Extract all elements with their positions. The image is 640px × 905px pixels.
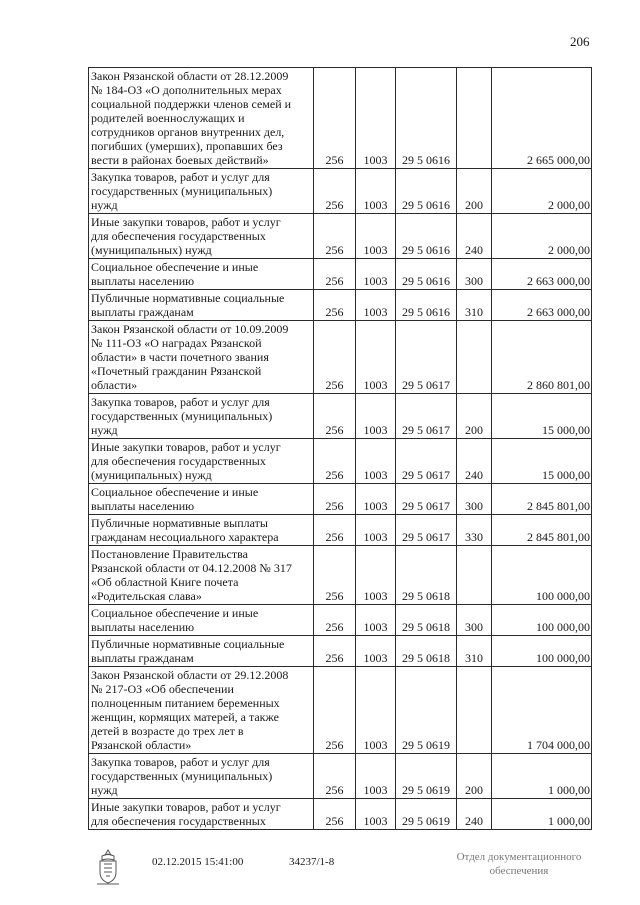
- row-section-code: 1003: [356, 484, 396, 515]
- row-target-code: 29 5 0617: [396, 439, 457, 484]
- table-row: [89, 754, 592, 799]
- row-section-code: 1003: [356, 169, 396, 214]
- row-ministry-code: 256: [314, 321, 356, 394]
- row-target-code: 29 5 0616: [396, 169, 457, 214]
- row-amount: 100 000,00: [492, 636, 592, 667]
- row-ministry-code: 256: [314, 214, 356, 259]
- row-ministry-code: 256: [314, 515, 356, 546]
- row-amount: 100 000,00: [492, 546, 592, 605]
- footer-stamp: Отдел документационного обеспечения: [456, 851, 582, 877]
- row-description: Закон Рязанской области от 29.12.2008 № 217-ОЗ «Об обеспечении полноценным питанием беременных женщин, кормящих матерей, а также детей в возрасте до трех лет в Рязанской области»: [89, 667, 314, 754]
- table-row: [89, 394, 592, 439]
- row-description: Иные закупки товаров, работ и услуг для обеспечения государственных: [89, 799, 314, 830]
- row-target-code: 29 5 0618: [396, 546, 457, 605]
- row-description: Иные закупки товаров, работ и услуг для обеспечения государственных (муниципальных) нужд: [89, 214, 314, 259]
- row-target-code: 29 5 0618: [396, 605, 457, 636]
- table-row: [89, 321, 592, 394]
- row-ministry-code: 256: [314, 636, 356, 667]
- row-amount: 2 845 801,00: [492, 515, 592, 546]
- row-expense-code: 300: [457, 259, 492, 290]
- table-row: [89, 214, 592, 259]
- row-section-code: 1003: [356, 259, 396, 290]
- row-section-code: 1003: [356, 290, 396, 321]
- footer-doc-number: 34237/1-8: [289, 856, 335, 868]
- row-ministry-code: 256: [314, 68, 356, 169]
- row-description: Социальное обеспечение и иные выплаты населению: [89, 605, 314, 636]
- row-amount: 15 000,00: [492, 394, 592, 439]
- row-section-code: 1003: [356, 321, 396, 394]
- row-amount: 100 000,00: [492, 605, 592, 636]
- row-section-code: 1003: [356, 605, 396, 636]
- row-amount: 2 860 801,00: [492, 321, 592, 394]
- row-section-code: 1003: [356, 515, 396, 546]
- row-section-code: 1003: [356, 546, 396, 605]
- row-section-code: 1003: [356, 636, 396, 667]
- row-expense-code: 310: [457, 636, 492, 667]
- row-ministry-code: 256: [314, 169, 356, 214]
- coat-of-arms-icon: [94, 848, 122, 886]
- row-target-code: 29 5 0619: [396, 799, 457, 830]
- row-description: Закупка товаров, работ и услуг для государственных (муниципальных) нужд: [89, 169, 314, 214]
- row-section-code: 1003: [356, 799, 396, 830]
- row-section-code: 1003: [356, 667, 396, 754]
- row-amount: 2 663 000,00: [492, 259, 592, 290]
- row-ministry-code: 256: [314, 484, 356, 515]
- row-ministry-code: 256: [314, 754, 356, 799]
- footer-timestamp: 02.12.2015 15:41:00: [152, 856, 244, 868]
- budget-table: [88, 67, 592, 830]
- table-row: [89, 169, 592, 214]
- row-section-code: 1003: [356, 68, 396, 169]
- row-description: Социальное обеспечение и иные выплаты населению: [89, 484, 314, 515]
- row-section-code: 1003: [356, 214, 396, 259]
- row-description: Иные закупки товаров, работ и услуг для обеспечения государственных (муниципальных) нужд: [89, 439, 314, 484]
- row-description: Закупка товаров, работ и услуг для государственных (муниципальных) нужд: [89, 754, 314, 799]
- row-description: Постановление Правительства Рязанской области от 04.12.2008 № 317 «Об областной Книге почета «Родительская слава»: [89, 546, 314, 605]
- row-expense-code: [457, 68, 492, 169]
- row-target-code: 29 5 0616: [396, 214, 457, 259]
- row-target-code: 29 5 0619: [396, 754, 457, 799]
- row-description: Публичные нормативные социальные выплаты гражданам: [89, 636, 314, 667]
- row-amount: 15 000,00: [492, 439, 592, 484]
- row-ministry-code: 256: [314, 290, 356, 321]
- table-row: [89, 259, 592, 290]
- row-description: Социальное обеспечение и иные выплаты населению: [89, 259, 314, 290]
- row-amount: 2 663 000,00: [492, 290, 592, 321]
- table-row: [89, 605, 592, 636]
- row-expense-code: 200: [457, 754, 492, 799]
- row-ministry-code: 256: [314, 799, 356, 830]
- table-row: [89, 68, 592, 169]
- table-row: [89, 290, 592, 321]
- row-description: Закупка товаров, работ и услуг для государственных (муниципальных) нужд: [89, 394, 314, 439]
- row-target-code: 29 5 0619: [396, 667, 457, 754]
- row-expense-code: 330: [457, 515, 492, 546]
- table-row: [89, 439, 592, 484]
- row-target-code: 29 5 0616: [396, 290, 457, 321]
- row-expense-code: [457, 546, 492, 605]
- row-ministry-code: 256: [314, 546, 356, 605]
- row-amount: 2 665 000,00: [492, 68, 592, 169]
- row-description: Закон Рязанской области от 10.09.2009 № 111-ОЗ «О наградах Рязанской области» в части почетного звания «Почетный гражданин Рязанской области»: [89, 321, 314, 394]
- row-amount: 1 000,00: [492, 754, 592, 799]
- row-expense-code: 200: [457, 394, 492, 439]
- row-target-code: 29 5 0617: [396, 321, 457, 394]
- table-row: [89, 636, 592, 667]
- row-amount: 1 000,00: [492, 799, 592, 830]
- row-target-code: 29 5 0617: [396, 394, 457, 439]
- row-target-code: 29 5 0617: [396, 515, 457, 546]
- row-section-code: 1003: [356, 754, 396, 799]
- row-expense-code: [457, 321, 492, 394]
- row-amount: 2 845 801,00: [492, 484, 592, 515]
- row-expense-code: 200: [457, 169, 492, 214]
- row-expense-code: 310: [457, 290, 492, 321]
- row-target-code: 29 5 0616: [396, 259, 457, 290]
- table-row: [89, 515, 592, 546]
- row-amount: 2 000,00: [492, 169, 592, 214]
- row-ministry-code: 256: [314, 667, 356, 754]
- table-row: [89, 799, 592, 830]
- row-target-code: 29 5 0617: [396, 484, 457, 515]
- row-amount: 2 000,00: [492, 214, 592, 259]
- table-row: [89, 546, 592, 605]
- row-expense-code: 240: [457, 799, 492, 830]
- page-number: 206: [570, 34, 590, 49]
- row-description: Публичные нормативные социальные выплаты гражданам: [89, 290, 314, 321]
- table-row: [89, 667, 592, 754]
- row-section-code: 1003: [356, 394, 396, 439]
- row-target-code: 29 5 0618: [396, 636, 457, 667]
- table-row: [89, 484, 592, 515]
- row-description: Публичные нормативные выплаты гражданам несоциального характера: [89, 515, 314, 546]
- row-target-code: 29 5 0616: [396, 68, 457, 169]
- row-ministry-code: 256: [314, 259, 356, 290]
- row-ministry-code: 256: [314, 394, 356, 439]
- row-section-code: 1003: [356, 439, 396, 484]
- row-ministry-code: 256: [314, 605, 356, 636]
- row-expense-code: 300: [457, 484, 492, 515]
- row-expense-code: 300: [457, 605, 492, 636]
- row-expense-code: [457, 667, 492, 754]
- row-expense-code: 240: [457, 214, 492, 259]
- row-amount: 1 704 000,00: [492, 667, 592, 754]
- row-expense-code: 240: [457, 439, 492, 484]
- row-description: Закон Рязанской области от 28.12.2009 № 184-ОЗ «О дополнительных мерах социальной поддержки членов семей и родителей военнослужащих и сотрудников органов внутренних дел, погибших (умерших), пропавших без вести в районах боевых действий»: [89, 68, 314, 169]
- row-ministry-code: 256: [314, 439, 356, 484]
